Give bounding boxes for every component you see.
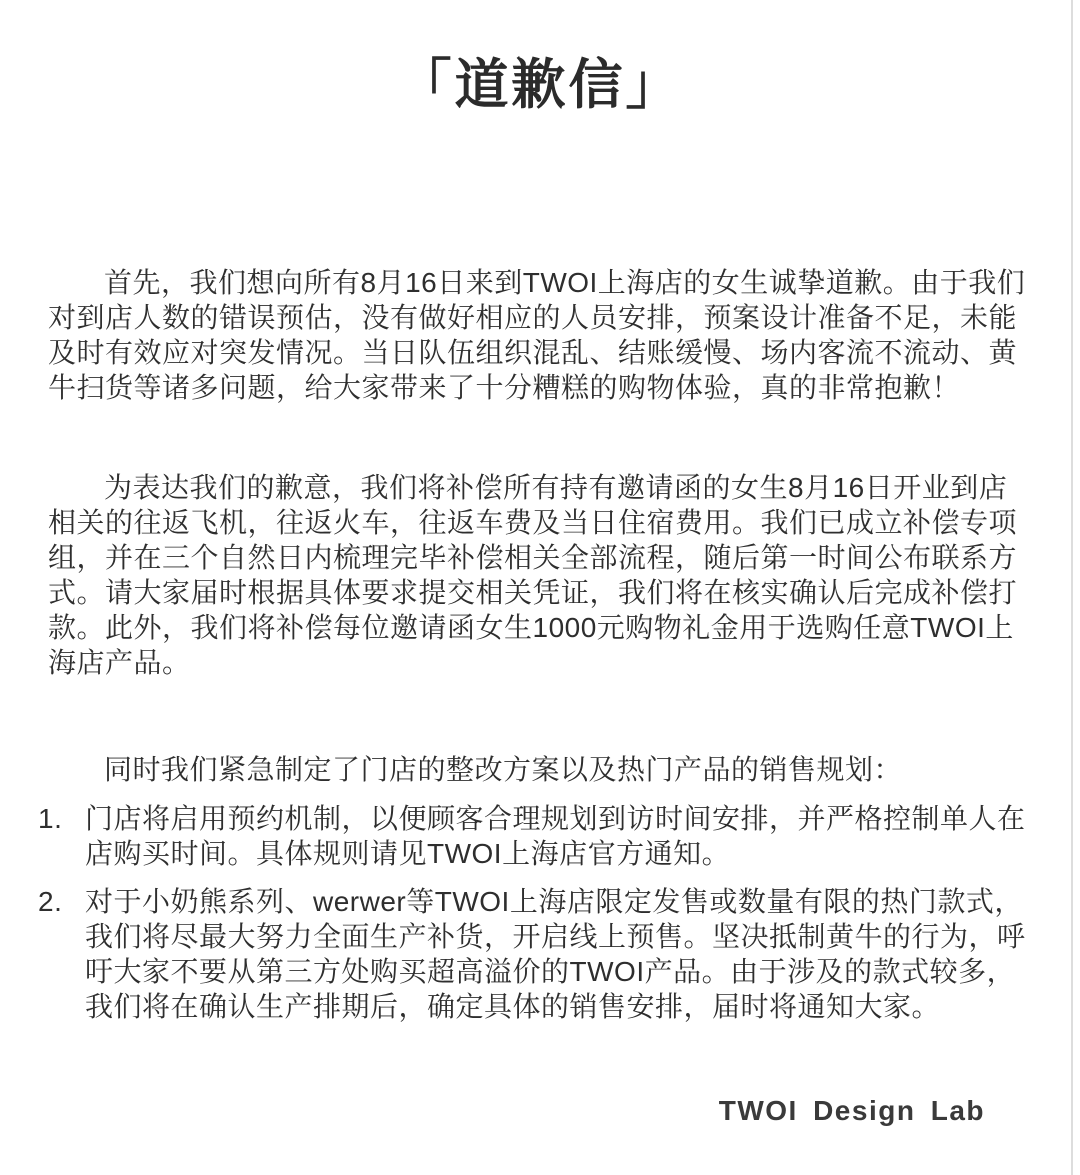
paragraph-compensation: 为表达我们的歉意，我们将补偿所有持有邀请函的女生8月16日开业到店相关的往返飞机，往返火车，往返车费及当日住宿费用。我们已成立补偿专项组，并在三个自然日内梳理完毕补偿相关全部流程，随后第一时间公布联系方式。请大家届时根据具体要求提交相关凭证，我们将在核实确认后完成补偿打款。此外，我们将补偿每位邀请函女生1000元购物礼金用于选购任意TWOI上海店产品。	[48, 472, 1018, 678]
page-title: 「道歉信」	[397, 55, 683, 115]
list-item	[38, 884, 1032, 1024]
signature-brand: TWOI Design Lab	[718, 1095, 985, 1126]
paragraph-apology: 首先，我们想向所有8月16日来到TWOI上海店的女生诚挚道歉。由于我们对到店人数的错误预估，没有做好相应的人员安排，预案设计准备不足，未能及时有效应对突发情况。当日队伍组织混乱、结账缓慢、场内客流不流动、黄牛扫货等诸多问题，给大家带来了十分糟糕的购物体验，真的非常抱歉！	[48, 267, 1026, 403]
paragraph-plan-intro: 同时我们紧急制定了门店的整改方案以及热门产品的销售规划：	[104, 754, 903, 785]
list-item-text: 对于小奶熊系列、werwer等TWOI上海店限定发售或数量有限的热门款式，我们将尽最大努力全面生产补货，开启线上预售。坚决抵制黄牛的行为，呼吁大家不要从第三方处购买超高溢价的TWOI产品。由于涉及的款式较多，我们将在确认生产排期后，确定具体的销售安排，届时将通知大家。	[85, 886, 1026, 1022]
list-item	[38, 801, 1032, 871]
page-edge-divider	[1071, 0, 1073, 1175]
list-item-text: 门店将启用预约机制，以便顾客合理规划到访时间安排，并严格控制单人在店购买时间。具体规则请见TWOI上海店官方通知。	[85, 803, 1026, 869]
plan-list	[38, 801, 1032, 1024]
list-item-number: 1.	[38, 803, 63, 834]
list-item-number: 2.	[38, 886, 63, 917]
